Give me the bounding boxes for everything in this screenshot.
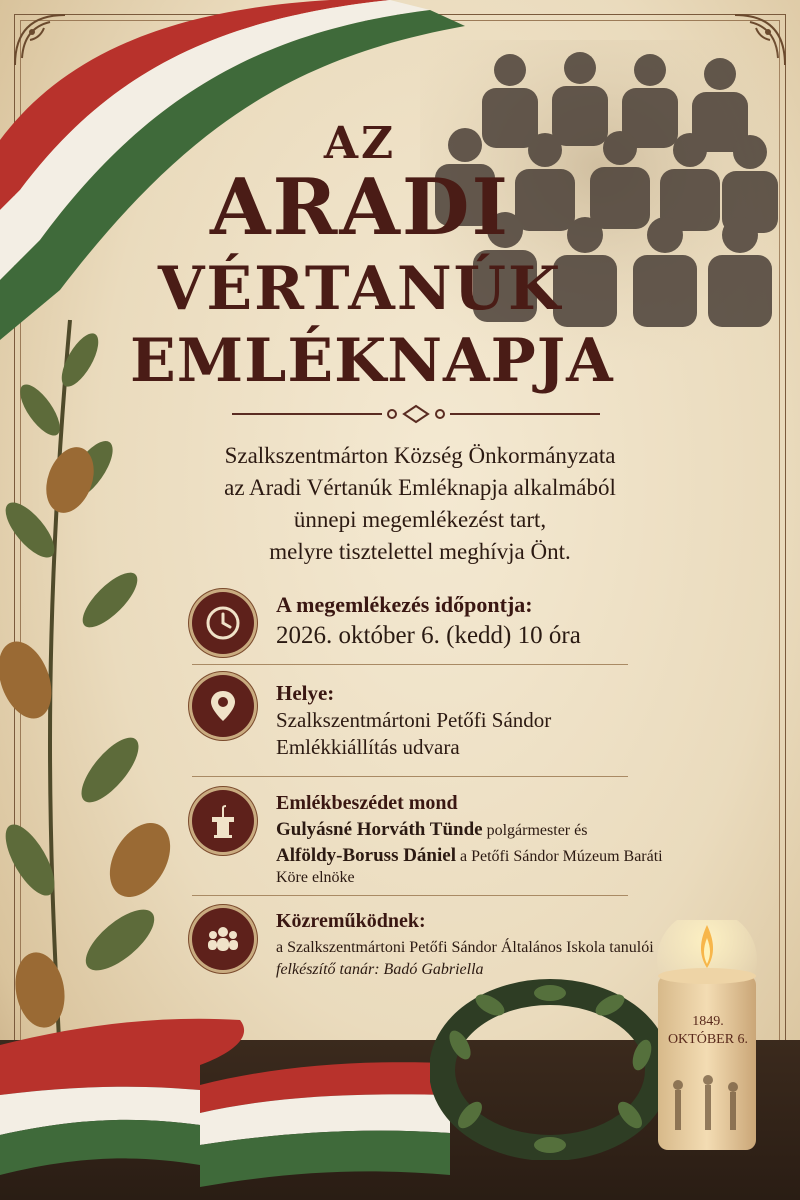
ornament-divider-icon <box>232 402 600 426</box>
podium-icon <box>192 790 254 852</box>
candle-date: OKTÓBER 6. <box>667 1032 749 1047</box>
speaker-2-role-cont: Köre elnöke <box>276 869 355 886</box>
oak-branch-icon <box>0 300 180 1060</box>
time-heading: A megemlékezés időpontja: <box>276 592 533 617</box>
speaker-1-role: polgármester és <box>486 822 588 839</box>
people-icon <box>192 908 254 970</box>
place-heading: Helye: <box>276 681 335 705</box>
title-emleknapja: EMLÉKNAPJA <box>130 326 614 396</box>
title-aradi: ARADI <box>210 162 510 253</box>
speaker-2-role: a Petőfi Sándor Múzeum Baráti <box>460 848 663 865</box>
intro-line-4: melyre tisztelettel meghívja Önt. <box>269 539 571 564</box>
location-pin-icon <box>192 675 254 737</box>
candle-year: 1849. <box>692 1014 724 1029</box>
divider-rule <box>192 776 628 777</box>
intro-line-3: ünnepi megemlékezést tart, <box>293 507 547 532</box>
intro-line-1: Szalkszentmárton Község Önkormányzata <box>224 443 616 468</box>
speech-heading: Emlékbeszédet mond <box>276 792 458 814</box>
title-vertanuk: VÉRTANÚK <box>157 254 563 324</box>
contributors-heading: Közreműködnek: <box>276 910 426 932</box>
contributors-line-2: felkészítő tanár: Badó Gabriella <box>276 961 484 978</box>
place-line-1: Szalkszentmártoni Petőfi Sándor <box>276 708 552 732</box>
speaker-2-name: Alföldy-Boruss Dániel <box>276 845 456 866</box>
place-line-2: Emlékkiállítás udvara <box>276 735 460 759</box>
title-az: AZ <box>323 118 397 169</box>
speaker-1-name: Gulyásné Horváth Tünde <box>276 819 483 840</box>
contributors-line-1: a Szalkszentmártoni Petőfi Sándor Általános Iskola tanulói <box>276 939 654 956</box>
intro-line-2: az Aradi Vértanúk Emléknapja alkalmából <box>224 475 616 500</box>
intro-text <box>170 440 670 568</box>
clock-icon <box>192 592 254 654</box>
divider-rule <box>192 664 628 665</box>
divider-rule <box>192 895 628 896</box>
time-value: 2026. október 6. (kedd) 10 óra <box>276 622 581 649</box>
laurel-wreath-icon <box>430 975 670 1160</box>
candle-date-label <box>660 1013 756 1049</box>
flag-ribbon-bottom-icon <box>0 1005 460 1200</box>
